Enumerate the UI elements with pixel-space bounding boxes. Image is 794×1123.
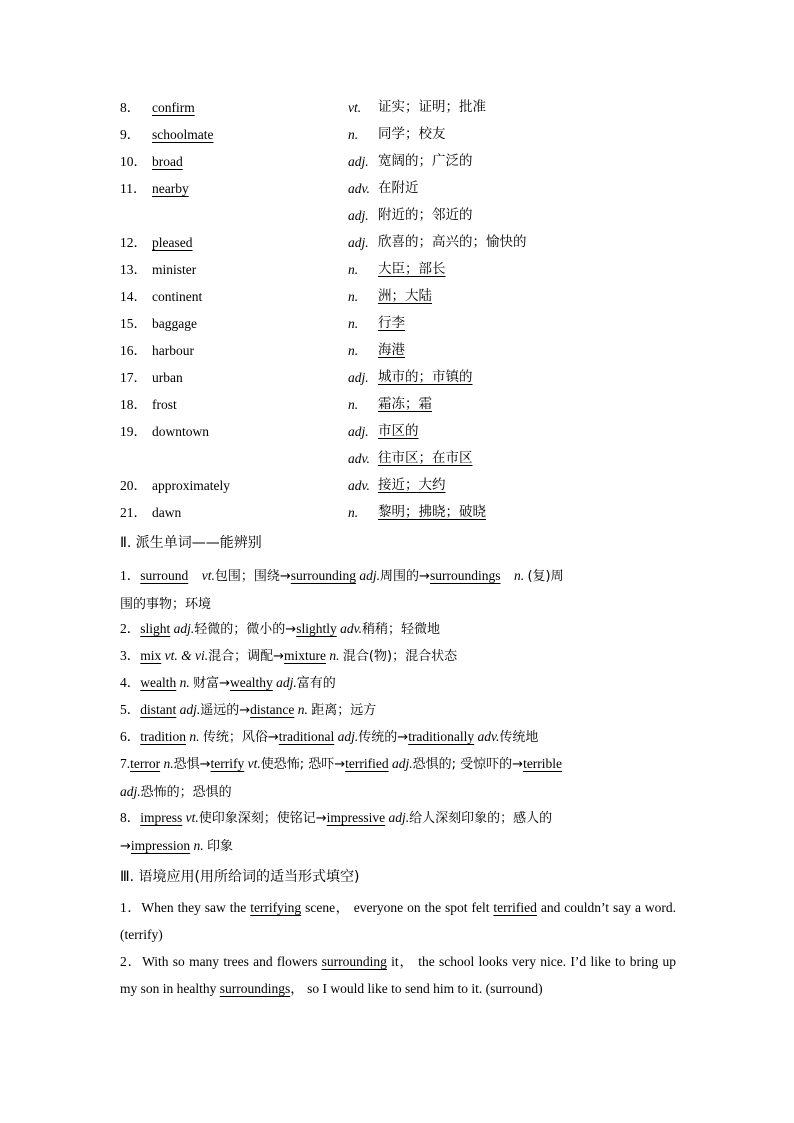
vocab-number: 8． xyxy=(120,100,141,115)
part-of-speech: adj. xyxy=(348,208,369,223)
vocab-word: urban xyxy=(152,370,183,385)
vocab-meaning: 霜冻；霜 xyxy=(378,396,432,412)
vocab-meaning: 洲；大陆 xyxy=(378,288,432,304)
part-of-speech: n. xyxy=(348,127,359,142)
vocab-number: 17． xyxy=(120,370,147,385)
vocab-row xyxy=(120,202,720,229)
vocab-row xyxy=(120,94,720,121)
derivative-item-1: 1．surround vt.包围；围绕→surrounding adj.周围的→surroundings n. (复)周 围的事物；环境 xyxy=(120,568,564,612)
part-of-speech: adj. xyxy=(348,370,369,385)
answer-blank: terrifying xyxy=(250,900,302,915)
vocab-meaning: 宽阔的；广泛的 xyxy=(378,153,473,169)
vocab-number: 16． xyxy=(120,343,147,358)
vocab-row xyxy=(120,391,720,418)
vocab-number: 11． xyxy=(120,181,147,196)
answer-blank: surroundings xyxy=(219,981,291,996)
vocab-word: approximately xyxy=(152,478,230,493)
vocab-word: harbour xyxy=(152,343,194,358)
vocab-row xyxy=(120,364,720,391)
vocab-number: 13． xyxy=(120,262,147,277)
vocab-word: pleased xyxy=(152,235,193,250)
vocab-meaning: 市区的 xyxy=(378,423,419,439)
part-of-speech: n. xyxy=(348,289,359,304)
vocab-row xyxy=(120,472,720,499)
vocab-meaning: 同学；校友 xyxy=(378,126,446,142)
derivative-item-3: 3．mix vt. & vi.混合；调配→mixture n. 混合(物)；混合状态 xyxy=(120,648,458,664)
part-of-speech: n. xyxy=(348,316,359,331)
vocab-meaning: 城市的；市镇的 xyxy=(378,369,473,385)
vocab-row xyxy=(120,445,720,472)
derivative-item-5: 5．distant adj.遥远的→distance n. 距离；远方 xyxy=(120,702,377,718)
vocab-word: baggage xyxy=(152,316,197,331)
vocab-meaning: 海港 xyxy=(378,342,405,358)
part-of-speech: vt. xyxy=(348,100,362,115)
derivative-item-4: 4．wealth n. 财富→wealthy adj.富有的 xyxy=(120,675,336,691)
vocab-row xyxy=(120,310,720,337)
answer-blank: terrified xyxy=(493,900,537,915)
vocab-row xyxy=(120,283,720,310)
derivative-item-2: 2．slight adj.轻微的；微小的→slightly adv.稍稍；轻微地 xyxy=(120,621,440,637)
vocab-row xyxy=(120,499,720,526)
vocab-number: 19． xyxy=(120,424,147,439)
vocab-number: 10． xyxy=(120,154,147,169)
vocab-meaning: 欣喜的；高兴的；愉快的 xyxy=(378,234,527,250)
vocab-row xyxy=(120,337,720,364)
vocab-row xyxy=(120,148,720,175)
vocab-number: 14． xyxy=(120,289,147,304)
vocab-number: 12． xyxy=(120,235,147,250)
vocab-meaning: 证实；证明；批准 xyxy=(378,99,486,115)
part-of-speech: adv. xyxy=(348,478,370,493)
vocab-word: frost xyxy=(152,397,177,412)
vocab-word: minister xyxy=(152,262,197,277)
part-of-speech: n. xyxy=(348,262,359,277)
part-of-speech: adj. xyxy=(348,424,369,439)
vocab-meaning: 附近的；邻近的 xyxy=(378,207,473,223)
vocab-word: continent xyxy=(152,289,203,304)
part-of-speech: adv. xyxy=(348,451,370,466)
vocab-number: 20． xyxy=(120,478,147,493)
part-of-speech: n. xyxy=(348,397,359,412)
part-of-speech: adj. xyxy=(348,235,369,250)
vocab-meaning: 接近；大约 xyxy=(378,477,446,493)
vocab-word: dawn xyxy=(152,505,182,520)
vocab-meaning: 在附近 xyxy=(378,180,419,196)
vocabulary-list xyxy=(120,94,720,526)
vocab-number: 9． xyxy=(120,127,141,142)
vocab-word: broad xyxy=(152,154,183,169)
vocab-row xyxy=(120,229,720,256)
vocab-number: 15． xyxy=(120,316,147,331)
vocab-number: 21． xyxy=(120,505,147,520)
vocab-row xyxy=(120,175,720,202)
vocab-meaning: 往市区；在市区 xyxy=(378,450,473,466)
part-of-speech: adv. xyxy=(348,181,370,196)
question-1: 1．When they saw the terrifying scene， everyone on the spot felt terrified and couldn’t say a word. (terrify) xyxy=(120,900,677,942)
question-2: 2．With so many trees and flowers surrounding it， the school looks very nice. I’d like to bring up my son in healthy surroundings， so I would like to send him to it. (surround) xyxy=(120,954,677,996)
derivative-item-6: 6．tradition n. 传统；风俗→traditional adj.传统的→traditionally adv.传统地 xyxy=(120,729,539,745)
part-of-speech: n. xyxy=(348,343,359,358)
part-of-speech: n. xyxy=(348,505,359,520)
vocab-row xyxy=(120,121,720,148)
vocab-word: schoolmate xyxy=(152,127,214,142)
vocab-meaning: 大臣；部长 xyxy=(378,261,446,277)
derivative-item-8: 8．impress vt.使印象深刻；使铭记→impressive adj.给人深刻印象的；感人的 →impression n. 印象 xyxy=(120,810,553,854)
vocab-word: nearby xyxy=(152,181,189,196)
section-2-title: Ⅱ. 派生单词——能辨别 xyxy=(120,535,262,551)
vocab-row xyxy=(120,256,720,283)
vocab-number: 18． xyxy=(120,397,147,412)
derivative-item-7: 7.terror n.恐惧→terrify vt.使恐怖; 恐吓→terrified adj.恐惧的; 受惊吓的→terrible adj.恐怖的；恐惧的 xyxy=(120,756,563,800)
vocab-row xyxy=(120,418,720,445)
vocab-meaning: 黎明；拂晓；破晓 xyxy=(378,504,486,520)
vocab-word: confirm xyxy=(152,100,195,115)
answer-blank: surrounding xyxy=(321,954,387,969)
part-of-speech: adj. xyxy=(348,154,369,169)
vocab-word: downtown xyxy=(152,424,209,439)
section-3-title: Ⅲ. 语境应用(用所给词的适当形式填空) xyxy=(120,869,360,885)
vocab-meaning: 行李 xyxy=(378,315,405,331)
